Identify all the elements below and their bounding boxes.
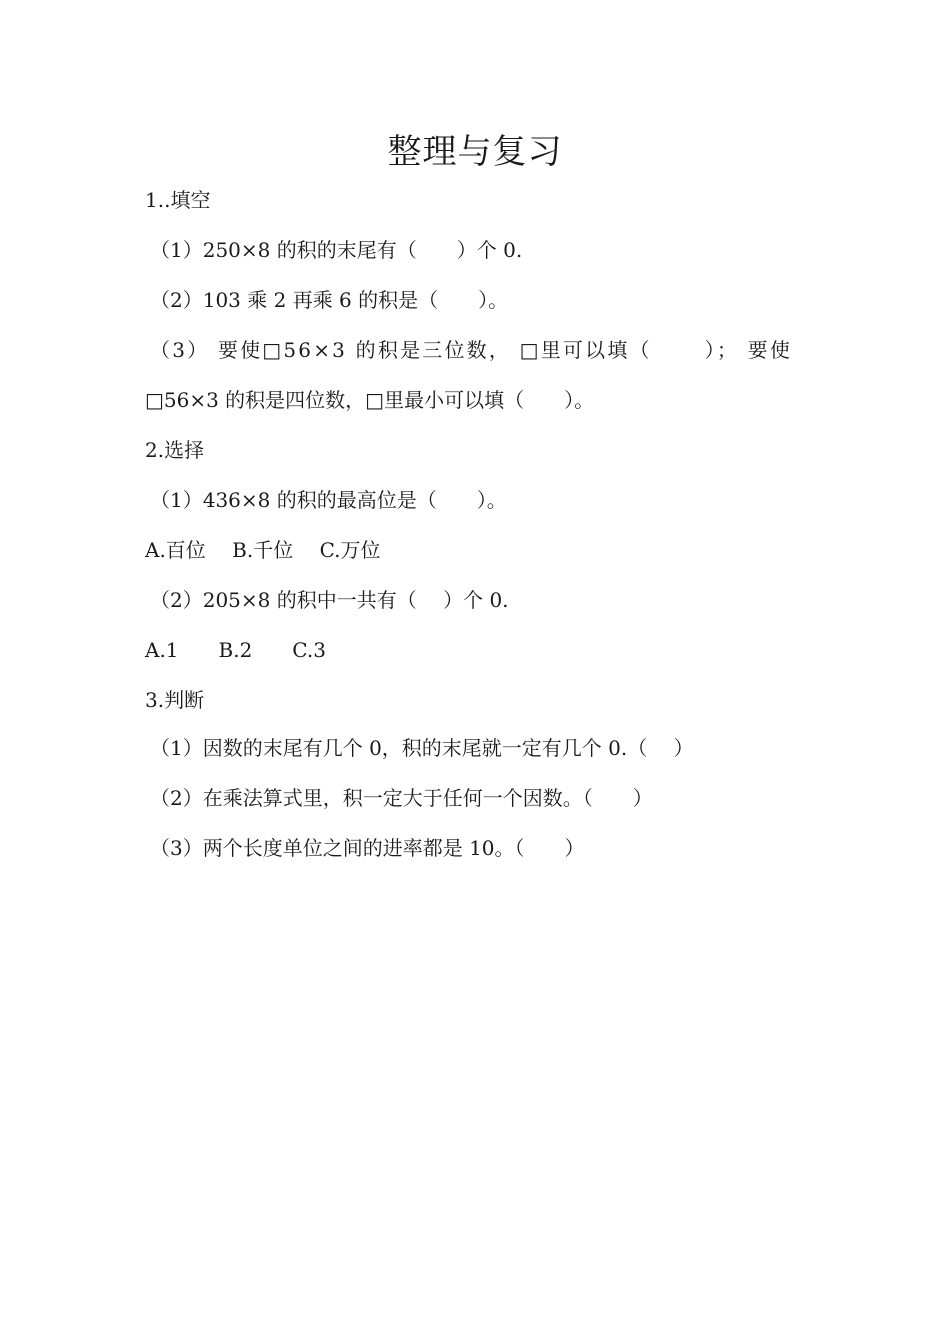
question-choice-1-options: A.百位 B.千位 C.万位 xyxy=(145,538,381,562)
question-fill-3: （3） 要使□56×3 的积是三位数， □里可以填（ ）； 要使 xyxy=(150,338,793,362)
section-heading-judge: 3.判断 xyxy=(145,688,205,712)
question-judge-1: （1）因数的末尾有几个 0，积的末尾就一定有几个 0.（ ） xyxy=(150,736,694,760)
question-judge-3: （3）两个长度单位之间的进率都是 10。（ ） xyxy=(150,836,585,860)
question-choice-2-options: A.1 B.2 C.3 xyxy=(145,638,326,662)
page-title: 整理与复习 xyxy=(387,132,563,172)
section-heading-fill-blank: 1..填空 xyxy=(145,188,211,212)
question-choice-2: （2）205×8 的积中一共有（ ）个 0. xyxy=(150,588,509,612)
question-fill-2: （2）103 乘 2 再乘 6 的积是（ ）。 xyxy=(150,288,509,312)
question-fill-1: （1）250×8 的积的末尾有（ ）个 0. xyxy=(150,238,523,262)
question-choice-1: （1）436×8 的积的最高位是（ ）。 xyxy=(150,488,507,512)
question-fill-3-continued: □56×3 的积是四位数，□里最小可以填（ ）。 xyxy=(145,388,595,412)
question-judge-2: （2）在乘法算式里，积一定大于任何一个因数。（ ） xyxy=(150,786,653,810)
section-heading-choice: 2.选择 xyxy=(145,438,205,462)
